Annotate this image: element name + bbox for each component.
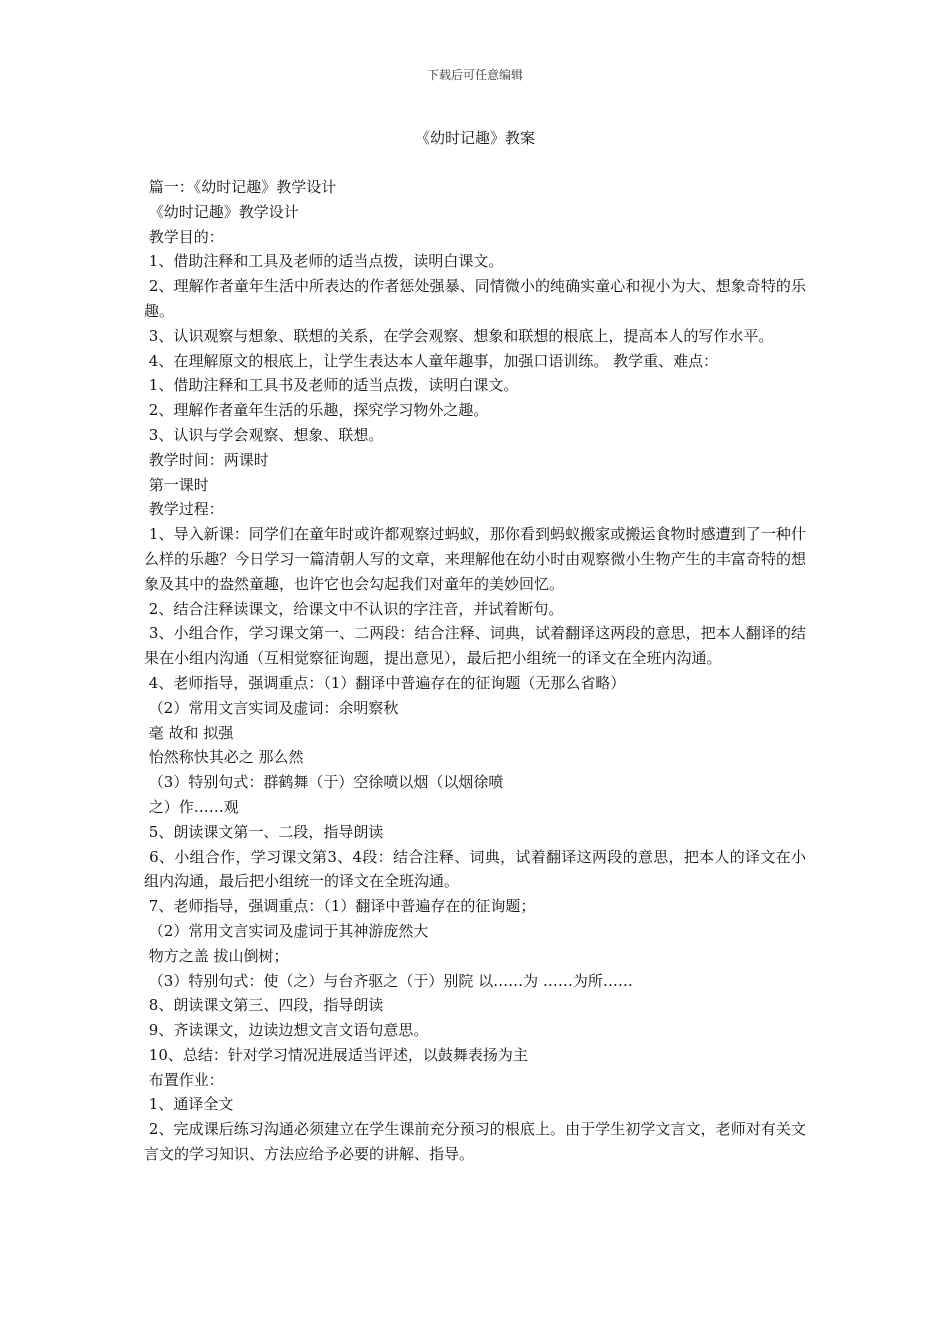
text-line: 篇一：《幼时记趣》教学设计 [144, 178, 337, 196]
text-line: （3）特别句式：群鹤舞（于）空徐喷以烟（以烟徐喷 [144, 773, 504, 792]
text-line: 8、朗读课文第三、四段，指导朗读 [144, 996, 384, 1015]
text-line: 4、老师指导，强调重点：（1）翻译中普遍存在的征询题（无那么省略） [144, 673, 626, 692]
text-line: 7、老师指导，强调重点：（1）翻译中普遍存在的征询题； [144, 897, 536, 916]
document-title: 《幼时记趣》教案 [414, 129, 535, 147]
text-line: 1、借助注释和工具及老师的适当点拨，读明白课文。 [144, 252, 504, 271]
text-line: 布置作业： [144, 1070, 224, 1089]
text-line: 2、理解作者童年生活的乐趣，探究学习物外之趣。 [144, 401, 489, 420]
text-line: 1、通译全文 [144, 1095, 234, 1114]
text-line: 2、完成课后练习沟通必须建立在学生课前充分预习的根底上。由于学生初学文言文，老师对有关文言文的学习知识、方法应给予必要的讲解、指导。 [144, 1120, 806, 1164]
document-body [144, 175, 806, 1167]
text-line: 6、小组合作，学习课文第3、4段：结合注释、词典，试着翻译这两段的意思，把本人的译文在小组内沟通，最后把小组统一的译文在全班沟通。 [144, 847, 806, 891]
text-line: （3）特别句式：使（之）与台齐驱之（于）别院 以……为 ……为所…… [144, 971, 633, 990]
text-line: 教学过程： [144, 500, 224, 519]
text-line: 《幼时记趣》教学设计 [144, 202, 299, 221]
text-line: 3、认识观察与想象、联想的关系，在学会观察、想象和联想的根底上，提高本人的写作水平。 [144, 326, 774, 345]
text-line: 10、总结：针对学习情况进展适当评述，以鼓舞表扬为主 [144, 1045, 528, 1064]
text-line: 1、借助注释和工具书及老师的适当点拨，读明白课文。 [144, 376, 519, 395]
text-line: 毫 故和 拟强 [144, 723, 234, 742]
text-line: 教学目的： [144, 227, 224, 246]
text-line: 教学时间：两课时 [144, 450, 269, 469]
text-line: 3、认识与学会观察、想象、联想。 [144, 425, 384, 444]
text-line: （2）常用文言实词及虚词：余明察秋 [144, 698, 399, 717]
header-note: 下载后可任意编辑 [426, 68, 523, 82]
text-line: 9、齐读课文，边读边想文言文语句意思。 [144, 1021, 429, 1040]
text-line: 4、在理解原文的根底上，让学生表达本人童年趣事，加强口语训练。 教学重、难点： [144, 351, 719, 370]
text-line: 怡然称快其必之 那么然 [144, 748, 304, 767]
text-line: 1、导入新课：同学们在童年时或许都观察过蚂蚁，那你看到蚂蚁搬家或搬运食物时感遭到了一种什么样的乐趣？今日学习一篇清朝人写的文章，来理解他在幼小时由观察微小生物产生的丰富奇特的想象及其中的盎然童趣，也许它也会勾起我们对童年的美妙回忆。 [144, 525, 806, 593]
text-line: 物方之盖 拔山倒树； [144, 946, 289, 965]
text-line: 2、理解作者童年生活中所表达的作者惩处强暴、同情微小的纯确实童心和视小为大、想象奇特的乐趣。 [144, 277, 806, 320]
text-line: 3、小组合作，学习课文第一、二两段：结合注释、词典，试着翻译这两段的意思，把本人翻译的结果在小组内沟通（互相觉察征询题，提出意见），最后把小组统一的译文在全班内沟通。 [144, 624, 806, 668]
text-line: 第一课时 [144, 475, 209, 494]
text-line: （2）常用文言实词及虚词于其神游庞然大 [144, 921, 429, 940]
text-line: 之）作……观 [144, 797, 239, 816]
text-line: 2、结合注释读课文，给课文中不认识的字注音，并试着断句。 [144, 599, 564, 618]
text-line: 5、朗读课文第一、二段，指导朗读 [144, 822, 384, 841]
